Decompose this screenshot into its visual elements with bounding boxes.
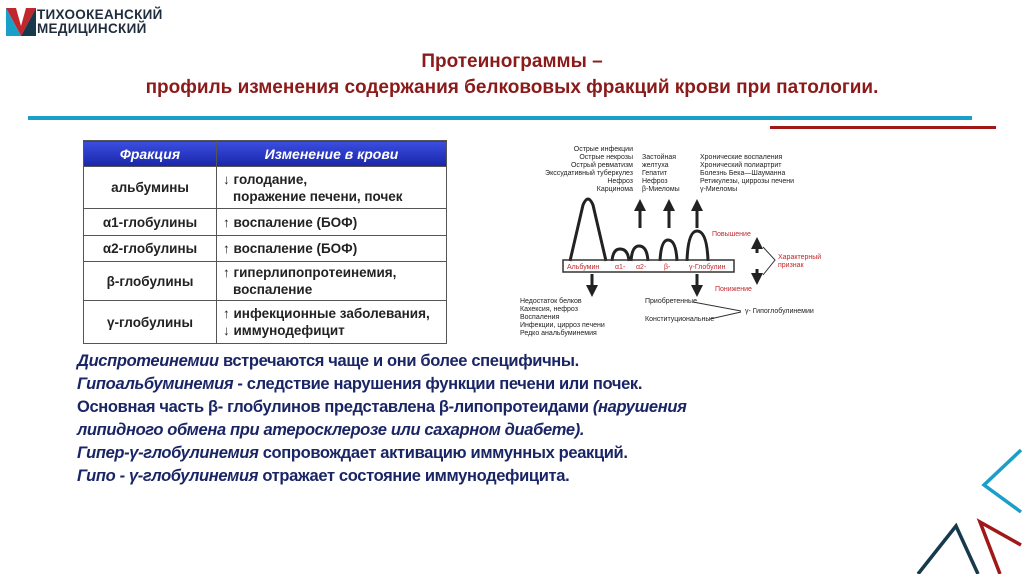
axis-label: Альбумин (567, 264, 600, 271)
increase-label: Повышение (712, 231, 751, 238)
page-subtitle: профиль изменения содержания белкововых фракций крови при патологии. (145, 77, 879, 98)
change-cell (217, 236, 447, 262)
brace (763, 247, 775, 275)
term: Гипоальбуминемия (77, 375, 234, 393)
body-text (77, 350, 686, 488)
fractions-table (83, 140, 447, 344)
axis-label: α2- (636, 264, 647, 271)
change-cell (217, 209, 447, 236)
text-line (77, 373, 686, 396)
proteinogram-diagram (505, 135, 850, 345)
term: Диспротеинемии (77, 352, 219, 370)
text-span: сопровождает активацию иммунных реакций. (258, 444, 628, 462)
text-line (77, 396, 686, 419)
axis-label: α1- (615, 264, 626, 271)
change-line: воспаление (233, 282, 313, 297)
header-fraction: Фракция (84, 141, 217, 167)
table-row (84, 236, 447, 262)
page-title: Протеинограммы – (421, 51, 603, 72)
axis-labels (567, 231, 821, 293)
fraction-cell: альбумины (84, 167, 217, 209)
logo-line-2: МЕДИЦИНСКИЙ (37, 21, 147, 36)
decrease-label: Понижение (715, 286, 752, 293)
axis-label: β- (664, 264, 671, 271)
change-line: ↑ воспаление (БОФ) (223, 214, 358, 230)
cause-text: Болезнь Бека—Шауманна (700, 170, 786, 177)
cause-text: Кахексия, нефроз (520, 306, 578, 313)
fraction-cell: γ-глобулины (84, 301, 217, 344)
cause-text: Экссудативный туберкулез (545, 170, 633, 177)
cause-text: Редко анальбуминемия (520, 330, 597, 337)
bottom-causes (520, 297, 814, 337)
text-span: липидного обмена при атеросклерозе или сахарном диабете). (77, 421, 585, 439)
divider-red (770, 126, 996, 129)
cause-text: Хронические воспаления (700, 154, 783, 161)
top-mid-causes (642, 153, 680, 193)
text-span: Основная часть β- глобулинов представлена β-липопротеидами (77, 398, 593, 416)
change-cell (217, 167, 447, 209)
text-span: отражает состояние иммунодефицита. (258, 467, 570, 485)
text-span: встречаются чаще и они более специфичны. (218, 352, 579, 370)
divider-blue (28, 116, 972, 120)
table-header (84, 141, 447, 167)
logo-mark-icon (6, 6, 36, 36)
change-line: ↑ гиперлипопротеинемия, (223, 265, 397, 280)
cause-text: Острые некрозы (579, 154, 633, 161)
change-line: ↑ инфекционные заболевания, (223, 306, 430, 321)
characteristic-label: Характерный (778, 254, 822, 261)
cause-text: Хронический полиартрит (700, 162, 782, 169)
change-cell (217, 262, 447, 301)
table-row (84, 301, 447, 344)
text-line (77, 465, 686, 488)
fraction-cell: β-глобулины (84, 262, 217, 301)
hypoglobulinemia-label: γ- Гипоглобулинемии (745, 308, 814, 315)
cause-text: Ретикулезы, циррозы печени (700, 178, 795, 185)
text-line (77, 350, 686, 373)
cause-text: Острый ревматизм (570, 162, 633, 169)
text-span: - следствие нарушения функции печени или почек. (233, 375, 643, 393)
cause-text: Застойная (642, 154, 677, 161)
cause-text: Воспаления (520, 314, 560, 321)
constitutional-label: Конституциональные (645, 316, 715, 323)
cause-text: Карцинома (596, 186, 633, 193)
cause-text: желтуха (642, 162, 669, 169)
top-left-causes (545, 146, 633, 193)
acquired-label: Приобретенные (645, 298, 697, 305)
table-row (84, 167, 447, 209)
table-row (84, 262, 447, 301)
top-right-causes (700, 154, 794, 193)
axis-label: γ-Глобулин (689, 264, 726, 271)
change-line: поражение печени, почек (233, 188, 403, 204)
characteristic-label: признак (778, 262, 804, 269)
cause-text: β-Миеломы (642, 186, 680, 193)
term: Гипер-γ-глобулинемия (77, 444, 259, 462)
cause-text: Инфекции, цирроз печени (520, 322, 605, 329)
text-line (77, 419, 686, 442)
table-row (84, 209, 447, 236)
logo-line-1: ТИХООКЕАНСКИЙ (37, 7, 163, 22)
header-change: Изменение в крови (217, 141, 447, 167)
text-line (77, 442, 686, 465)
change-line: ↓ иммунодефицит (223, 323, 345, 338)
decorative-chevrons-icon (900, 440, 1024, 574)
fraction-cell: α2-глобулины (84, 236, 217, 262)
cause-text: γ-Миеломы (700, 186, 738, 193)
term: Гипо - γ-глобулинемия (77, 467, 259, 485)
cause-text: Нефроз (607, 178, 633, 185)
change-line: ↓ голодание, (223, 171, 308, 187)
change-cell (217, 301, 447, 344)
fraction-cell: α1-глобулины (84, 209, 217, 236)
cause-text: Острые инфекции (573, 146, 633, 153)
change-line: ↑ воспаление (БОФ) (223, 241, 358, 256)
cause-text: Нефроз (642, 178, 668, 185)
cause-text: Недостаток белков (520, 298, 582, 305)
cause-text: Гепатит (642, 170, 668, 177)
text-span: (нарушения (592, 398, 687, 416)
